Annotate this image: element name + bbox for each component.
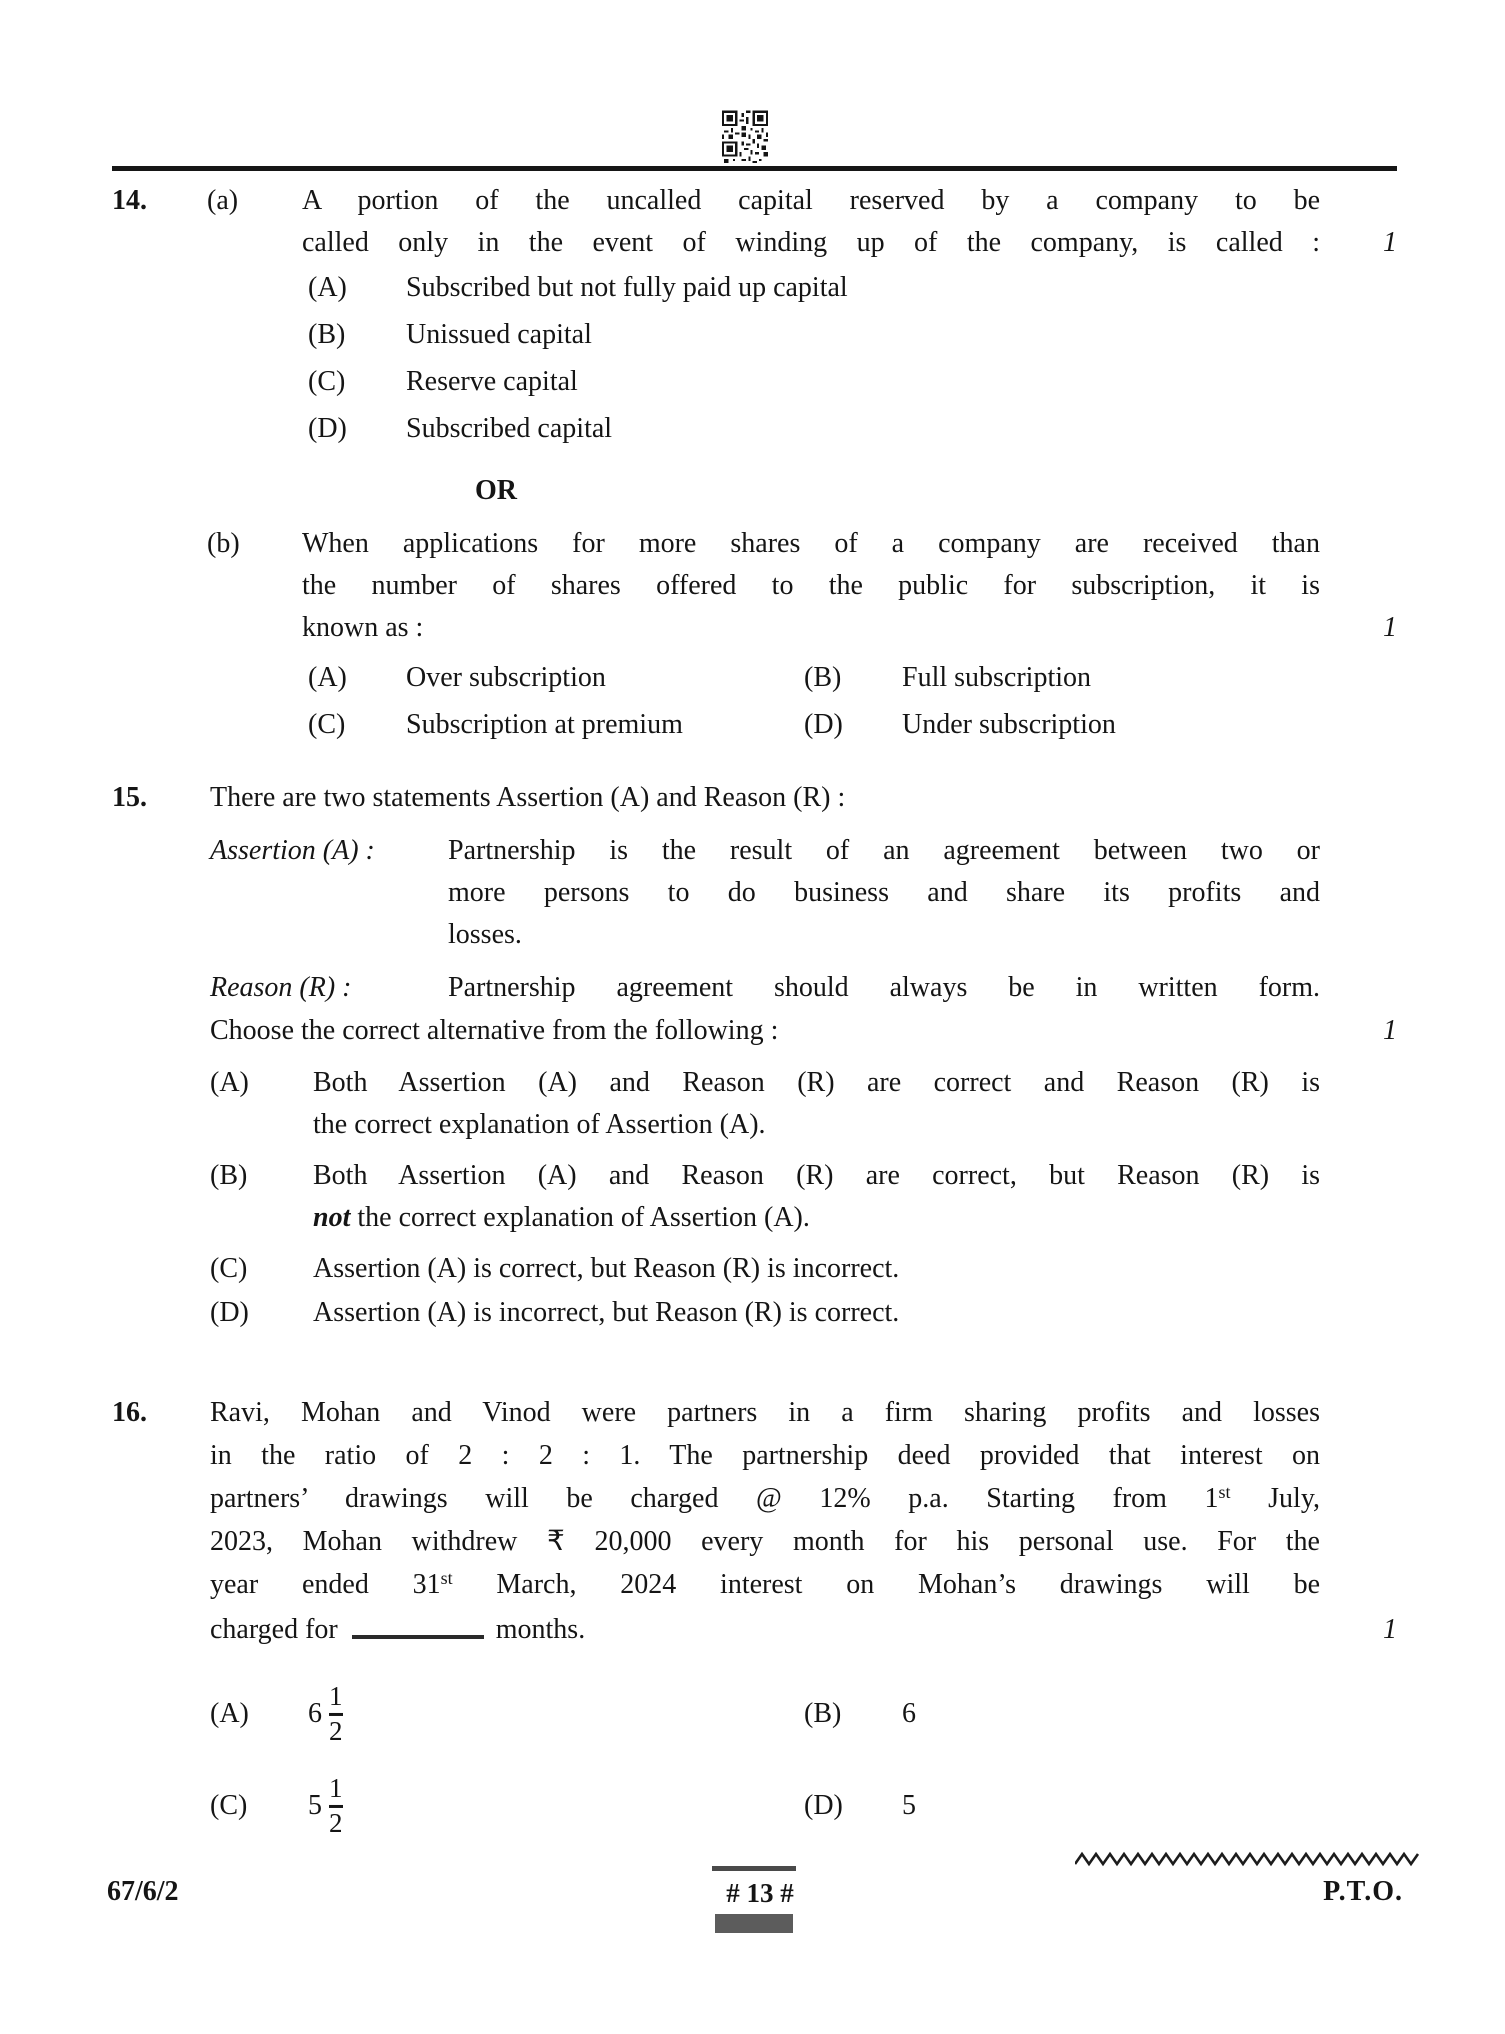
q14b-options-row1 [112,659,1397,697]
reason-label: Reason (R) : [210,972,352,1003]
option-text: Both Assertion (A) and Reason (R) are correct and Reason (R) is [313,1067,1320,1098]
q14a-text-line1: A portion of the uncalled capital reserved by a company to be [302,185,1320,216]
q14b-label: (b) [207,528,240,559]
option-label: (C) [308,366,346,397]
ordinal-suffix: st [1218,1482,1231,1502]
q14b-text-line2: the number of shares offered to the public for subscription, it is [302,570,1320,601]
option-label: (C) [210,1253,248,1284]
option-value: 6 [902,1698,916,1729]
q15-assertion-line3 [112,916,1397,954]
emphasis-not: not [313,1202,351,1233]
q15-option-b-line1 [112,1157,1397,1195]
choose-text: Choose the correct alternative from the following : [210,1015,779,1046]
option-label: (B) [210,1160,248,1191]
q14a-mark: 1 [1383,227,1397,258]
q16-options-row2 [112,1760,1397,1852]
option-value: 5 [902,1790,916,1821]
option-text [313,1199,810,1237]
q16-line6 [112,1611,1397,1649]
option-label: (C) [308,709,346,740]
option-label: (D) [804,709,843,740]
q16-text-line1: Ravi, Mohan and Vinod were partners in a firm sharing profits and losses [210,1397,1320,1428]
option-text: Reserve capital [406,366,578,397]
numerator: 1 [329,1772,343,1803]
q16-text-line3 [210,1480,1320,1518]
q16-line5 [112,1566,1397,1604]
q14-or-separator [112,472,1397,510]
ordinal-suffix: st [440,1568,453,1588]
q16-mark: 1 [1383,1614,1397,1645]
q14b-line1 [112,525,1397,563]
q15-intro-text: There are two statements Assertion (A) and Reason (R) : [210,782,846,813]
q16-line3 [112,1480,1397,1518]
q16-text: July, [1230,1483,1320,1514]
q16-text-line5 [210,1566,1320,1604]
option-text: Subscription at premium [406,709,683,740]
mixed-number [308,1680,343,1746]
option-label: (B) [804,1698,842,1729]
header-rule [112,166,1397,171]
option-text: Both Assertion (A) and Reason (R) are correct, but Reason (R) is [313,1160,1320,1191]
assertion-label: Assertion (A) : [210,835,375,866]
fill-in-blank [352,1635,484,1639]
option-label: (B) [804,662,842,693]
page-number-box [715,1914,793,1933]
option-text: Subscribed but not fully paid up capital [406,272,848,303]
q16-text: partners’ drawings will be charged @ 12% p.a. Starting from 1 [210,1483,1219,1514]
q16-text: months. [495,1614,586,1645]
q14b-line2 [112,567,1397,605]
assertion-text: losses. [448,919,522,950]
q15-option-b-line2 [112,1199,1397,1237]
option-text: Full subscription [902,662,1092,693]
q15-choose-line [112,1012,1397,1050]
q15-assertion-line2 [112,874,1397,912]
option-text: Assertion (A) is correct, but Reason (R) is incorrect. [313,1253,900,1284]
q15-reason-line [112,969,1397,1007]
mixed-number [308,1772,343,1838]
option-label: (C) [210,1790,248,1821]
q14b-options-row2 [112,706,1397,744]
option-label: (A) [210,1067,249,1098]
q16-text-line6 [210,1611,585,1649]
option-text: Subscribed capital [406,413,613,444]
q14a-label: (a) [207,185,239,216]
fraction [329,1772,343,1838]
fraction [329,1680,343,1746]
q16-text: year ended 31 [210,1569,441,1600]
reason-text: Partnership agreement should always be in written form. [448,972,1320,1003]
q15-mark: 1 [1383,1015,1397,1046]
q16-number: 16. [112,1397,147,1428]
option-label: (D) [804,1790,843,1821]
q14b-text-line1: When applications for more shares of a company are received than [302,528,1320,559]
q14a-option-a [112,269,1397,307]
option-label: (A) [210,1698,249,1729]
q16-text-line4: 2023, Mohan withdrew ₹ 20,000 every month for his personal use. For the [210,1526,1320,1557]
q16-text-line2: in the ratio of 2 : 2 : 1. The partnership deed provided that interest on [210,1440,1320,1471]
option-text: Over subscription [406,662,606,693]
paper-code: 67/6/2 [107,1876,179,1907]
page-number-rule [712,1866,796,1871]
q14b-text-line3: known as : [302,612,424,643]
q16-line2 [112,1437,1397,1475]
q14a-option-d [112,410,1397,448]
q15-option-a-line2 [112,1106,1397,1144]
option-label: (D) [210,1297,249,1328]
q16-text: March, 2024 interest on Mohan’s drawings will be [452,1569,1320,1600]
q14a-option-c [112,363,1397,401]
q14a-line1 [112,182,1397,220]
q15-number: 15. [112,782,147,813]
integer-part: 6 [308,1698,322,1729]
q16-line1 [112,1394,1397,1432]
option-label: (D) [308,413,347,444]
q15-option-c [112,1250,1397,1288]
q14b-mark: 1 [1383,612,1397,643]
q14-number: 14. [112,185,147,216]
or-label: OR [475,475,517,506]
qr-code-icon [722,110,768,166]
q14a-text-line2: called only in the event of winding up of the company, is called : [302,227,1320,258]
q15-intro [112,779,1397,817]
option-text: Unissued capital [406,319,592,350]
option-label: (A) [308,272,347,303]
denominator: 2 [329,1807,343,1838]
q14a-option-b [112,316,1397,354]
zigzag-rule [1075,1851,1421,1867]
pto-label: P.T.O. [1323,1876,1403,1907]
q15-assertion-line1 [112,832,1397,870]
q15-option-d [112,1294,1397,1332]
option-text: the correct explanation of Assertion (A). [313,1109,766,1140]
denominator: 2 [329,1715,343,1746]
option-label: (B) [308,319,346,350]
page-number: # 13 # [726,1878,794,1908]
q16-options-row1 [112,1668,1397,1760]
option-text-rest: the correct explanation of Assertion (A). [350,1202,810,1233]
q16-text: charged for [210,1614,338,1645]
numerator: 1 [329,1680,343,1711]
q15-option-a-line1 [112,1064,1397,1102]
q16-line4 [112,1523,1397,1561]
q14a-line2 [112,224,1397,262]
option-text: Assertion (A) is incorrect, but Reason (R) is correct. [313,1297,900,1328]
option-label: (A) [308,662,347,693]
option-text: Under subscription [902,709,1116,740]
integer-part: 5 [308,1790,322,1821]
q14b-line3 [112,609,1397,647]
assertion-text: Partnership is the result of an agreement between two or [448,835,1320,866]
assertion-text: more persons to do business and share its profits and [448,877,1320,908]
